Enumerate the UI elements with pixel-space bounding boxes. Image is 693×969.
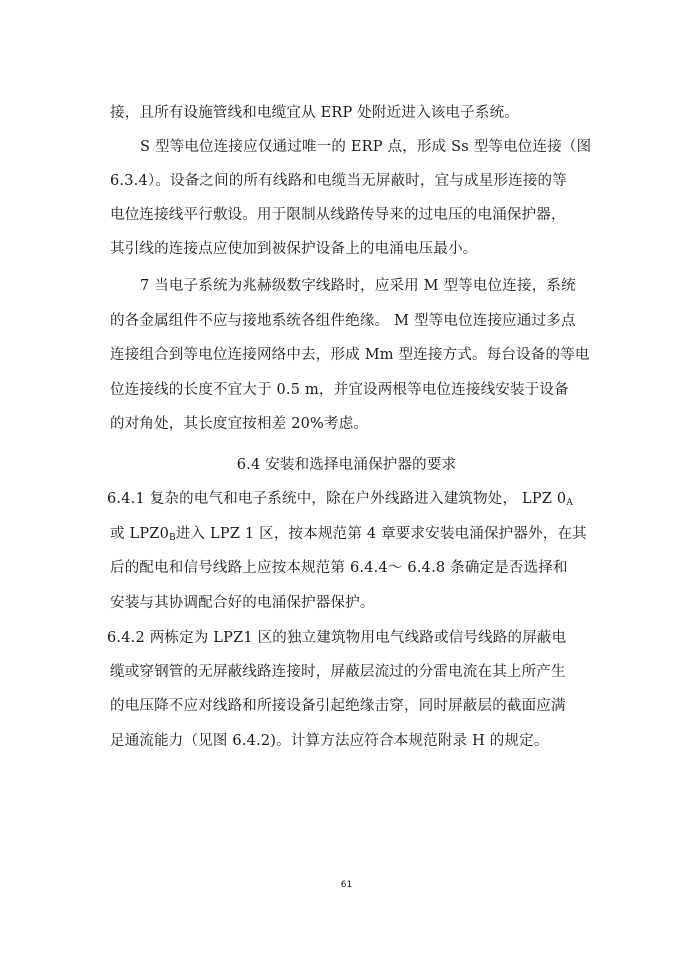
- text-line: 的各金属组件不应与接地系统各组件绝缘。 M 型等电位连接应通过多点: [110, 313, 576, 329]
- text-line: [110, 524, 600, 548]
- text-line: 电位连接线平行敷设。用于限制从线路传导来的过电压的电涌保护器，: [110, 207, 566, 223]
- text-line: 6.3.4）。设备之间的所有线路和电缆当无屏蔽时，宜与成星形连接的等: [110, 173, 567, 189]
- text-segment: 6.4.1 复杂的电气和电子系统中，除在户外线路进入建筑物处， LPZ 0: [107, 491, 567, 507]
- text-line: 的电压降不应对线路和所接设备引起绝缘击穿，同时屏蔽层的截面应满: [110, 698, 566, 714]
- text-line: 缆或穿钢管的无屏蔽线路连接时，屏蔽层流过的分雷电流在其上所产生: [110, 664, 566, 680]
- text-line: 安装与其协调配合好的电涌保护器保护。: [110, 595, 375, 611]
- text-line: 6.4.2 两栋定为 LPZ1 区的独立建筑物用电气线路或信号线路的屏蔽电: [107, 630, 567, 646]
- text-line: 连接组合到等电位连接网络中去，形成 Mm 型连接方式。每台设备的等电: [110, 347, 590, 363]
- subscript: A: [566, 498, 574, 508]
- text-line: 7 当电子系统为兆赫级数字线路时，应采用 M 型等电位连接，系统: [140, 278, 576, 294]
- page-number: 61: [340, 880, 353, 890]
- subscript: B: [169, 533, 176, 543]
- text-line: 足通流能力（见图 6.4.2)。计算方法应符合本规范附录 H 的规定。: [110, 733, 549, 749]
- section-heading: 6.4 安装和选择电涌保护器的要求: [236, 457, 457, 473]
- text-line: 接，且所有设施管线和电缆宜从 ERP 处附近进入该电子系统。: [110, 105, 519, 121]
- text-line: 后的配电和信号线路上应按本规范第 6.4.4～ 6.4.8 条确定是否选择和: [110, 560, 568, 576]
- text-line: 其引线的连接点应使加到被保护设备上的电涌电压最小。: [110, 241, 478, 257]
- text-line: 位连接线的长度不宜大于 0.5 m，并宜设两根等电位连接线安装于设备: [110, 382, 569, 398]
- text-line: 的对角处，其长度宜按相差 20%考虑。: [110, 416, 369, 432]
- text-segment: 进入 LPZ 1 区，按本规范第 4 章要求安装电涌保护器外，在其: [175, 526, 587, 542]
- text-line: [107, 489, 597, 513]
- text-segment: 或 LPZ0: [110, 526, 169, 542]
- text-line: S 型等电位连接应仅通过唯一的 ERP 点，形成 Ss 型等电位连接（图: [140, 139, 592, 155]
